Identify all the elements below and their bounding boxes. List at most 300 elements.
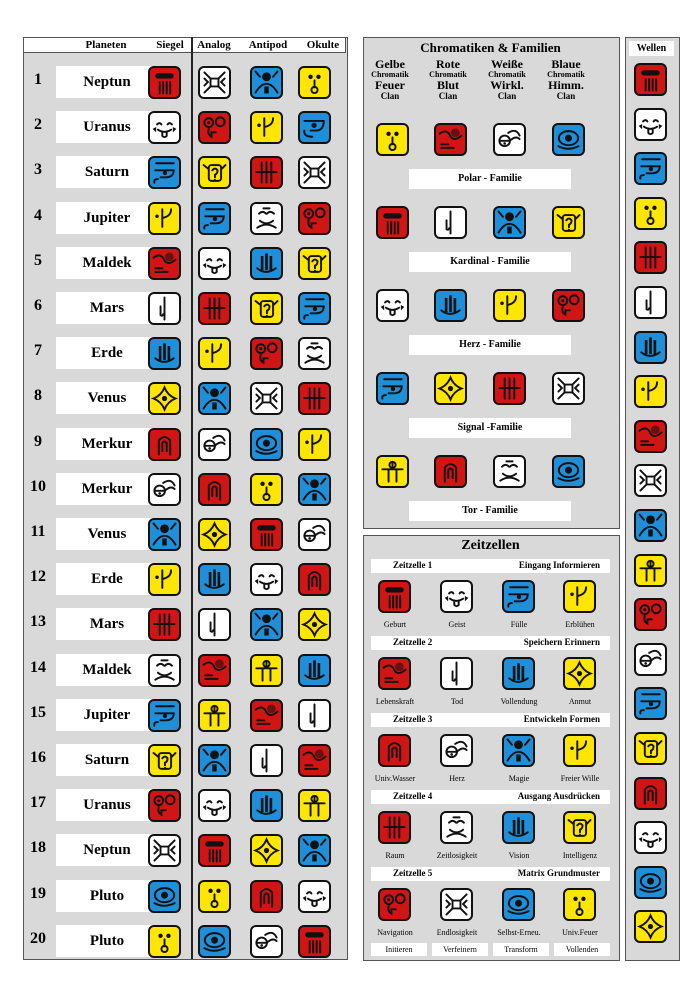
zeitzelle-header: [371, 867, 610, 881]
glyph-caption: Zeitlosigkeit: [436, 851, 478, 860]
row17-col2-glyph: [250, 789, 283, 822]
tor-icon: [636, 556, 665, 585]
affe-icon: [200, 746, 229, 775]
zeitzelle-header: [371, 559, 610, 573]
row4-col0-glyph: [148, 202, 181, 235]
row16-col1-glyph: [198, 744, 231, 777]
erde-icon: [636, 243, 665, 272]
family2-col3-glyph: [552, 289, 585, 322]
family1-col0-glyph: [376, 206, 409, 239]
row-number: 19: [30, 884, 46, 902]
row20-col3-glyph: [298, 925, 331, 958]
zeit2-col2-glyph: [502, 734, 535, 767]
row5-col0-glyph: [148, 247, 181, 280]
planet-name: Erde: [56, 337, 158, 369]
mond-icon: [150, 430, 179, 459]
krieger-icon: [200, 158, 229, 187]
wellen-11-glyph: [634, 554, 667, 587]
row19-col2-glyph: [250, 880, 283, 913]
row2-col0-glyph: [148, 111, 181, 144]
wellen-13-glyph: [634, 643, 667, 676]
drachen-icon: [150, 68, 179, 97]
samen-icon: [150, 565, 179, 594]
drachen-icon: [252, 520, 281, 549]
row9-col0-glyph: [148, 428, 181, 461]
zeitzellen-footer-label: Verfeinern: [432, 943, 488, 956]
row7-col3-glyph: [298, 337, 331, 370]
row4-col3-glyph: [298, 202, 331, 235]
weltenbrucker-icon: [442, 659, 471, 688]
wellen-12-glyph: [634, 598, 667, 631]
row3-col2-glyph: [250, 156, 283, 189]
planet-table-header: [23, 37, 346, 53]
row13-col2-glyph: [250, 608, 283, 641]
zeit0-col2-glyph: [502, 580, 535, 613]
erde-icon: [150, 610, 179, 639]
affe-icon: [252, 68, 281, 97]
glyph-caption: Freier Wille: [560, 774, 600, 783]
row9-col2-glyph: [250, 428, 283, 461]
family1-col3-glyph: [552, 206, 585, 239]
row19-col3-glyph: [298, 880, 331, 913]
samen-icon: [150, 204, 179, 233]
row-number: 18: [30, 839, 46, 857]
sonne-icon: [378, 125, 407, 154]
wind-kreuz-icon: [554, 374, 583, 403]
glyph-caption: Anmut: [568, 697, 592, 706]
row-number: 16: [30, 749, 46, 766]
wellen-7-glyph: [634, 375, 667, 408]
row1-col1-glyph: [198, 66, 231, 99]
row-number: 20: [30, 929, 46, 947]
drachen-icon: [380, 582, 409, 611]
hand-icon: [504, 813, 533, 842]
row-number: 4: [34, 206, 42, 224]
row12-col3-glyph: [298, 563, 331, 596]
sonne-icon: [300, 68, 329, 97]
planet-name: Pluto: [56, 925, 158, 957]
glyph-caption: Erblühen: [565, 620, 595, 629]
krieger-icon: [252, 294, 281, 323]
wellen-10-glyph: [634, 509, 667, 542]
weltenbrucker-icon: [252, 746, 281, 775]
nacht-icon: [504, 582, 533, 611]
family3-col2-glyph: [493, 372, 526, 405]
planet-name: Venus: [56, 382, 158, 414]
family3-col1-glyph: [434, 372, 467, 405]
nacht-icon: [378, 374, 407, 403]
row14-col3-glyph: [298, 654, 331, 687]
zeitzelle-action: Ausgang Ausdrücken: [517, 791, 600, 801]
schlange-icon: [380, 890, 409, 919]
row6-col0-glyph: [148, 292, 181, 325]
schlange-fleck-icon: [380, 659, 409, 688]
mond-icon: [300, 565, 329, 594]
sonne-icon: [565, 890, 594, 919]
weltenbrucker-icon: [300, 701, 329, 730]
zeitzelle-name: Zeitzelle 2: [393, 637, 433, 647]
wind-icon: [252, 565, 281, 594]
row-number: 10: [30, 477, 46, 495]
planet-name: Uranus: [56, 111, 158, 143]
row-number: 9: [34, 432, 42, 450]
header-planeten: Planeten: [85, 39, 127, 51]
drachen-icon: [636, 65, 665, 94]
glyph-caption: Endlosigkeit: [436, 928, 478, 937]
row-number: 8: [34, 387, 42, 405]
planet-name: Venus: [56, 518, 158, 550]
wind-kreuz-icon: [442, 890, 471, 919]
stern-icon: [200, 520, 229, 549]
hund-weiss-icon: [442, 736, 471, 765]
wellen-1-glyph: [634, 108, 667, 141]
row8-col1-glyph: [198, 382, 231, 415]
wellen-9-glyph: [634, 464, 667, 497]
glyph-caption: Intelligenz: [562, 851, 598, 860]
row7-col0-glyph: [148, 337, 181, 370]
glyph-caption: Navigation: [377, 928, 413, 937]
samen-icon: [565, 736, 594, 765]
wind-kreuz-icon: [200, 68, 229, 97]
affe-icon: [300, 836, 329, 865]
hand-icon: [200, 565, 229, 594]
row-number: 15: [30, 703, 46, 721]
zeit0-col3-glyph: [563, 580, 596, 613]
zeitzelle-header: [371, 790, 610, 804]
mond-icon: [436, 457, 465, 486]
row20-col2-glyph: [250, 925, 283, 958]
wellen-19-glyph: [634, 910, 667, 943]
hand-icon: [504, 659, 533, 688]
planet-name: Uranus: [56, 789, 158, 821]
row2-col2-glyph: [250, 111, 283, 144]
erde-icon: [300, 384, 329, 413]
family2-col0-glyph: [376, 289, 409, 322]
row15-col3-glyph: [298, 699, 331, 732]
wellen-6-glyph: [634, 331, 667, 364]
tor-icon: [252, 656, 281, 685]
header-siegel: Siegel: [156, 39, 184, 51]
stern-icon: [565, 659, 594, 688]
zeit1-col2-glyph: [502, 657, 535, 690]
row10-col0-glyph: [148, 473, 181, 506]
row11-col2-glyph: [250, 518, 283, 551]
row11-col0-glyph: [148, 518, 181, 551]
krieger-icon: [554, 208, 583, 237]
zeit4-col1-glyph: [440, 888, 473, 921]
hund-weiss-icon: [300, 520, 329, 549]
nacht-icon: [200, 204, 229, 233]
zeit4-col0-glyph: [378, 888, 411, 921]
wind-icon: [150, 113, 179, 142]
row6-col2-glyph: [250, 292, 283, 325]
row18-col3-glyph: [298, 834, 331, 867]
erde-icon: [380, 813, 409, 842]
wind-icon: [300, 882, 329, 911]
zeit2-col1-glyph: [440, 734, 473, 767]
row8-col0-glyph: [148, 382, 181, 415]
zeit3-col3-glyph: [563, 811, 596, 844]
row3-col0-glyph: [148, 156, 181, 189]
stern-icon: [252, 836, 281, 865]
glyph-caption: Univ.Wasser: [374, 774, 416, 783]
wind-kreuz-icon: [150, 836, 179, 865]
zeitzellen-footer-label: Transform: [493, 943, 549, 956]
wellen-15-glyph: [634, 732, 667, 765]
row6-col1-glyph: [198, 292, 231, 325]
affe-icon: [252, 610, 281, 639]
zeitzellen-title: Zeitzellen: [461, 538, 520, 553]
nacht-icon: [150, 158, 179, 187]
row2-col3-glyph: [298, 111, 331, 144]
wind-icon: [636, 823, 665, 852]
wellen-14-glyph: [634, 687, 667, 720]
row-number: 1: [34, 71, 42, 88]
schlange-icon: [636, 600, 665, 629]
erde-icon: [252, 158, 281, 187]
glyph-caption: Univ.Feuer: [562, 928, 598, 937]
hund-weiss-icon: [150, 475, 179, 504]
samen-icon: [636, 377, 665, 406]
nacht-icon: [150, 701, 179, 730]
family3-col0-glyph: [376, 372, 409, 405]
zeit3-col0-glyph: [378, 811, 411, 844]
family1-col2-glyph: [493, 206, 526, 239]
row17-col1-glyph: [198, 789, 231, 822]
schlange-fleck-icon: [636, 422, 665, 451]
hand-icon: [436, 291, 465, 320]
family-label: Signal -Familie: [409, 418, 571, 438]
wind-icon: [636, 110, 665, 139]
row17-col0-glyph: [148, 789, 181, 822]
hund-weiss-icon: [200, 430, 229, 459]
row12-col2-glyph: [250, 563, 283, 596]
family-label: Tor - Familie: [409, 501, 571, 521]
row15-col2-glyph: [250, 699, 283, 732]
erde-icon: [495, 374, 524, 403]
row12-col0-glyph: [148, 563, 181, 596]
auge-icon: [252, 430, 281, 459]
schlange-icon: [150, 791, 179, 820]
row20-col0-glyph: [148, 925, 181, 958]
wellen-18-glyph: [634, 866, 667, 899]
zeitzellen-footer-label: Vollenden: [554, 943, 610, 956]
planet-name: Saturn: [56, 156, 158, 188]
wellen-8-glyph: [634, 420, 667, 453]
wellen-2-glyph: [634, 152, 667, 185]
hand-icon: [252, 249, 281, 278]
glyph-caption: Geburt: [383, 620, 407, 629]
wellen-0-glyph: [634, 63, 667, 96]
mond-icon: [252, 882, 281, 911]
row13-col0-glyph: [148, 608, 181, 641]
row-number: 12: [30, 568, 46, 586]
row6-col3-glyph: [298, 292, 331, 325]
glyph-caption: Geist: [448, 620, 466, 629]
row14-col1-glyph: [198, 654, 231, 687]
row7-col1-glyph: [198, 337, 231, 370]
row-number: 14: [30, 658, 46, 676]
zeitzelle-action: Matrix Grundmuster: [517, 868, 600, 878]
hand-icon: [150, 339, 179, 368]
zeit2-col0-glyph: [378, 734, 411, 767]
family4-col0-glyph: [376, 455, 409, 488]
glyph-caption: Magie: [508, 774, 530, 783]
zeitzelle-name: Zeitzelle 5: [393, 868, 433, 878]
auge-icon: [636, 868, 665, 897]
auge-icon: [554, 457, 583, 486]
auge-icon: [200, 927, 229, 956]
row1-col0-glyph: [148, 66, 181, 99]
schlange-icon: [200, 113, 229, 142]
family4-col1-glyph: [434, 455, 467, 488]
zeit4-col2-glyph: [502, 888, 535, 921]
hund-weiss-icon: [495, 125, 524, 154]
zeit0-col0-glyph: [378, 580, 411, 613]
row4-col2-glyph: [250, 202, 283, 235]
wind-icon: [200, 791, 229, 820]
row17-col3-glyph: [298, 789, 331, 822]
header-okulte: Okulte: [306, 39, 340, 51]
family1-col1-glyph: [434, 206, 467, 239]
row19-col0-glyph: [148, 880, 181, 913]
tor-icon: [300, 791, 329, 820]
spiegel-icon: [150, 656, 179, 685]
row13-col3-glyph: [298, 608, 331, 641]
row7-col2-glyph: [250, 337, 283, 370]
schlange-icon: [554, 291, 583, 320]
affe-icon: [150, 520, 179, 549]
samen-icon: [300, 430, 329, 459]
glyph-caption: Tod: [450, 697, 464, 706]
planet-name: Merkur: [56, 473, 158, 505]
nacht-icon: [636, 689, 665, 718]
planet-name: Mars: [56, 292, 158, 324]
wind-kreuz-icon: [636, 466, 665, 495]
clan-header: Rote Chromatik Blut Clan: [429, 57, 467, 101]
zeit4-col3-glyph: [563, 888, 596, 921]
zeitzelle-action: Eingang Informieren: [518, 560, 600, 570]
row-number: 13: [30, 613, 46, 631]
spiegel-icon: [442, 813, 471, 842]
auge-icon: [554, 125, 583, 154]
clan-header: Weiße Chromatik Wirkl. Clan: [488, 57, 526, 101]
sonne-icon: [200, 882, 229, 911]
sonne-icon: [636, 199, 665, 228]
affe-icon: [636, 511, 665, 540]
wind-kreuz-icon: [252, 384, 281, 413]
wellen-3-glyph: [634, 197, 667, 230]
planet-name: Mars: [56, 608, 158, 640]
row18-col2-glyph: [250, 834, 283, 867]
schlange-fleck-icon: [436, 125, 465, 154]
glyph-caption: Fülle: [510, 620, 528, 629]
hand-icon: [300, 656, 329, 685]
family2-col1-glyph: [434, 289, 467, 322]
wellen-17-glyph: [634, 821, 667, 854]
drachen-icon: [300, 927, 329, 956]
wind-icon: [442, 582, 471, 611]
row9-col1-glyph: [198, 428, 231, 461]
row1-col2-glyph: [250, 66, 283, 99]
planet-name: Saturn: [56, 744, 158, 776]
sonne-icon: [252, 475, 281, 504]
erde-icon: [200, 294, 229, 323]
row12-col1-glyph: [198, 563, 231, 596]
glyph-caption: Raum: [385, 851, 405, 860]
zeitzelle-name: Zeitzelle 4: [393, 791, 433, 801]
planet-name: Neptun: [56, 66, 158, 98]
row-number: 17: [30, 794, 46, 812]
planet-name: Merkur: [56, 428, 158, 460]
tor-icon: [200, 701, 229, 730]
auge-icon: [504, 890, 533, 919]
wind-kreuz-icon: [300, 158, 329, 187]
sonne-icon: [150, 927, 179, 956]
stern-icon: [436, 374, 465, 403]
samen-icon: [565, 582, 594, 611]
drachen-icon: [378, 208, 407, 237]
planet-name: Maldek: [56, 247, 158, 279]
weltenbrucker-icon: [150, 294, 179, 323]
row2-col1-glyph: [198, 111, 231, 144]
row14-col0-glyph: [148, 654, 181, 687]
zeitzellen-footer-label: Initieren: [371, 943, 427, 956]
affe-icon: [200, 384, 229, 413]
hund-icon: [300, 113, 329, 142]
krieger-icon: [636, 734, 665, 763]
zeitzelle-action: Speichern Erinnern: [523, 637, 600, 647]
family0-col2-glyph: [493, 123, 526, 156]
nacht-icon: [300, 294, 329, 323]
zeitzelle-name: Zeitzelle 3: [393, 714, 433, 724]
weltenbrucker-icon: [200, 610, 229, 639]
zeitzelle-header: [371, 636, 610, 650]
hund-weiss-icon: [636, 645, 665, 674]
row-number: 11: [30, 523, 46, 540]
planet-name: Erde: [56, 563, 158, 595]
row8-col2-glyph: [250, 382, 283, 415]
mond-icon: [636, 779, 665, 808]
wind-icon: [378, 291, 407, 320]
row-number: 6: [34, 297, 42, 314]
zeit1-col0-glyph: [378, 657, 411, 690]
zeit3-col1-glyph: [440, 811, 473, 844]
header-analog: Analog: [197, 39, 231, 51]
spiegel-icon: [252, 204, 281, 233]
glyph-caption: Vision: [508, 851, 530, 860]
schlange-fleck-icon: [150, 249, 179, 278]
stern-icon: [150, 384, 179, 413]
planet-name: Neptun: [56, 834, 158, 866]
row16-col0-glyph: [148, 744, 181, 777]
zeit0-col1-glyph: [440, 580, 473, 613]
drachen-icon: [200, 836, 229, 865]
header-antipod: Antipod: [248, 39, 288, 51]
planet-name: Jupiter: [56, 699, 158, 731]
row16-col2-glyph: [250, 744, 283, 777]
planet-name: Maldek: [56, 654, 158, 686]
row20-col1-glyph: [198, 925, 231, 958]
krieger-icon: [300, 249, 329, 278]
planet-name: Pluto: [56, 880, 158, 912]
zeit1-col3-glyph: [563, 657, 596, 690]
row4-col1-glyph: [198, 202, 231, 235]
weltenbrucker-icon: [436, 208, 465, 237]
row11-col3-glyph: [298, 518, 331, 551]
weltenbrucker-icon: [636, 288, 665, 317]
stern-icon: [636, 912, 665, 941]
